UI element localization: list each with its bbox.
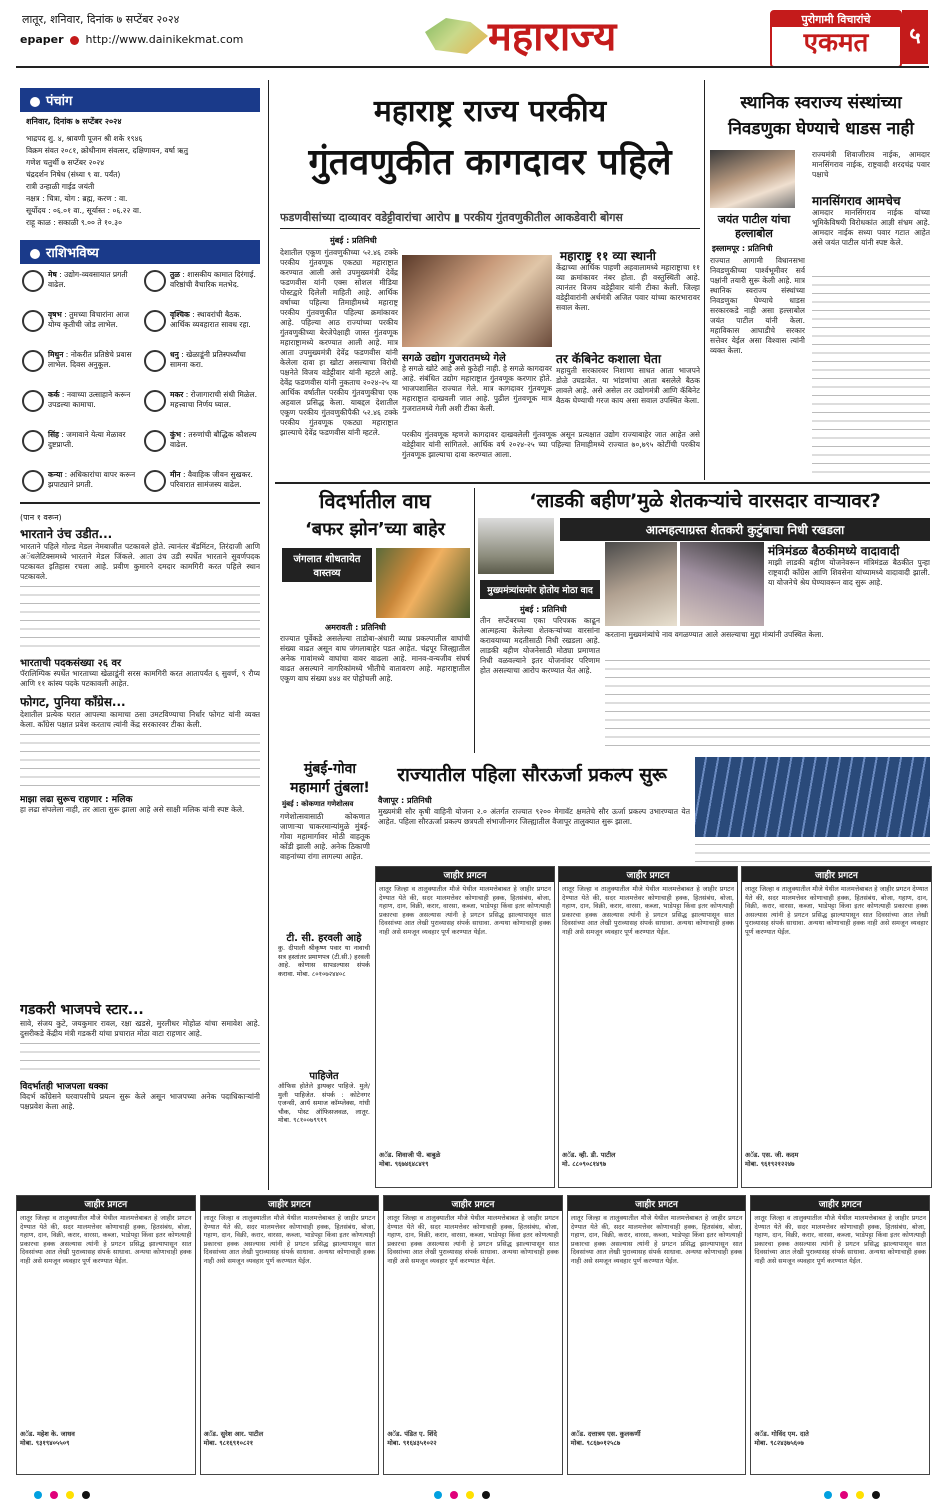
rashi-text: खेळाडूंनी प्रतिस्पर्ध्यांचा सामना करा.	[170, 350, 246, 369]
legal-notice	[567, 1195, 747, 1475]
photo-caption-line1: जयंत पाटील यांचा	[717, 213, 791, 226]
lead-body: देशातील एकूण गुंतवणुकीच्या ५२.४६ टक्के परकीय गुंतवणूक एकट्या महाराष्ट्रात करण्यात आली असे उपमुख्यमंत्री देवेंद्र फडणवीस यांनी एक्स सोशल मीडिया पोस्टद्वारे दिलेली माहिती आहे. आर्थिक वर्षाच्या पहिल्या तिमाहीमध्ये महाराष्ट्र परकीय गुंतवणुकीत पहिल्या क्रमांकावर आहे. पहिल्या आठ राज्यांच्या परकीय गुंतवणुकीच्या बेरजेपेक्षाही जास्त गुंतवणूक महाराष्ट्रामध्ये करण्यात आली आहे. मात्र आता उपमुख्यमंत्री देवेंद्र फडणवीस यांनी केलेला दावा हा खोटा असल्याचा विरोधी पक्षनेते विजय वडेट्टीवार यांनी म्हटले आहे. देवेंद्र फडणवीस यांनी नुकताच २०२४-२५ या आर्थिक वर्षातील परकीय गुंतवणुकीचा एक अहवाल प्रसिद्ध केला. याबद्दल देशातील एकूण परकीय गुंतवणुकीपैकी ५२.४६ टक्के परकीय गुंतवणूक एकट्या महाराष्ट्रात झाल्याचे देवेंद्र फडणवीस यांनी म्हटले.	[280, 248, 398, 437]
rashi-item: तुळ : शासकीय कामात दिरंगाई. वरिष्ठांची वैचारिक मतभेद.	[144, 270, 258, 308]
registration-marks-right	[820, 1484, 884, 1503]
tiger-subhead: जंगलात शोधतायेत वास्तव्य	[282, 548, 372, 582]
tiger-body: राज्यात पूर्वेकडे असलेल्या ताडोबा-अंधारी व्याघ्र प्रकल्पातील वाघांची संख्या वाढत असून वाघ जंगलाबाहेर पडत आहेत. चंद्रपूर जिल्ह्यातील अनेक गावांमध्ये वाघांचा वावर वाढला आहे. मानव-वन्यजीव संघर्ष वाढत असल्याने नागरिकांमध्ये भीतीचे वातावरण आहे. महाराष्ट्रातील एकूण वाघ संख्या ४४४ वर पोहोचली आहे.	[280, 634, 470, 683]
rashi-item: कर्क : नवाच्या उत्साहाने करून उपडल्या कामाचा.	[22, 390, 136, 428]
notice-title: जाहीर प्रगटन	[559, 867, 737, 882]
lead-headline-line1: महाराष्ट्र राज्य परकीय	[373, 94, 607, 129]
black-mark	[82, 1491, 90, 1499]
notice-signer: अॅड. सुरेश आर. पाटील मोबा. ९८१६९१०८२१	[203, 1430, 264, 1447]
notice-signer: अॅड. शिवाजी पी. बाबुळे मोबा. ९६७४६४८४१९	[379, 1151, 441, 1168]
brand-name: एकमत	[803, 28, 869, 58]
solar-byline: वैजापूर : प्रतिनिधी	[378, 796, 432, 805]
notice-title: जाहीर प्रगटन	[201, 1196, 379, 1211]
notice-body: लातूर जिल्हा व तालुक्यातील मौजे येथील मालमत्तेबाबत हे जाहीर प्रगटन देण्यात येते की, सदर मालमत्तेवर कोणाचाही हक्क, हितसंबंध, बोजा, गहाण, दान, विक्री, करार, वारसा, कब्जा, भाडेपट्टा किंवा इतर कोणत्याही प्रकारचा हक्क असल्यास त्यांनी हे प्रगटन प्रसिद्ध झाल्यापासून सात दिवसांच्या आत लेखी पुराव्यासह संपर्क साधावा. अन्यथा कोणाचाही हक्क नाही असे समजून व्यवहार पूर्ण करण्यात येईल.	[562, 885, 734, 936]
zodiac-icon	[144, 310, 166, 332]
right-side-text2: आमदार मानसिंगराव नाईक यांच्या भूमिकेविषयी विरोधकांत आज्ञी संभ्रम आहे. आमदार नाईक सध्या पवार गटात आहेत असे जयंत पाटील यांनी स्पष्ट केले.	[812, 208, 930, 247]
story-text: पॅरालिम्पिक स्पर्धेत भारताच्या खेळाडूंनी सरस कामगिरी करत आतापर्यंत ६ सुवर्ण, ९ रौप्य आणि ११ कांस्य पदके पटकावली आहेत.	[20, 669, 260, 688]
rashi-item: मिथुन : नोकरीत प्रतिष्ठेचे प्रवास लाभेल. दिवस अनुकूल.	[22, 350, 136, 388]
story-text: भारताने पहिले गोल्ड मेडल नेमबाजीत पटकावले होते. त्यानंतर बॅडमिंटन, तिरंदाजी आणि अॅथलेटिक्समध्ये भारताने मेडल जिंकले. आता उंच उडी स्पर्धेत भारताने सुवर्णपदक पटकावत इतिहास रचला आहे. प्रवीण कुमारने दमदार कामगिरी करत पहिले स्थान पटकावले.	[20, 542, 260, 581]
notice-title: जाहीर प्रगटन	[742, 867, 931, 882]
zodiac-icon	[144, 430, 166, 452]
story-text: देशातील प्रत्येक घरात आपल्या कामाचा ठसा उमटविण्याचा निर्धार फोगट यांनी व्यक्त केला. काँग्रेस पक्षात प्रवेश करताच त्यांनी केंद्र सरकारवर टीका केली.	[20, 710, 260, 729]
right-headline-line2: निवडणुका घेण्याचे धाडस नाही	[728, 119, 914, 139]
ladki-photo-caption: करताना मुख्यमंत्र्यांचे नाव वगळण्यात आले असल्याचा मुद्दा मंत्र्यांनी उपस्थित केला.	[605, 630, 824, 639]
rashi-name: मिथुन	[48, 350, 64, 359]
tiger-headline-line1: विदर्भातील वाघ	[319, 489, 431, 513]
small-ad-title: पाहिजेत	[309, 1071, 339, 1082]
header-rule	[16, 66, 929, 68]
ladki-headline: ‘लाडकी बहीण’मुळे शेतकऱ्यांचे वारसदार वाऱ्यावर?	[529, 490, 881, 512]
mumbai-goa-headline-line1: मुंबई-गोवा	[304, 761, 356, 777]
rashi-name: कुंभ	[170, 430, 182, 439]
bullet-icon	[30, 249, 40, 259]
rank-heading: महाराष्ट्र ११ व्या स्थानी	[560, 249, 656, 263]
legal-notice	[558, 866, 738, 1188]
panchang-box	[20, 88, 260, 231]
notice-body: लातूर जिल्हा व तालुक्यातील मौजे येथील मालमत्तेबाबत हे जाहीर प्रगटन देण्यात येते की, सदर मालमत्तेवर कोणाचाही हक्क, हितसंबंध, बोजा, गहाण, दान, विक्री, करार, वारसा, कब्जा, भाडेपट्टा किंवा इतर कोणत्याही प्रकारचा हक्क असल्यास त्यांनी हे प्रगटन प्रसिद्ध झाल्यापासून सात दिवसांच्या आत लेखी पुराव्यासह संपर्क साधावा. अन्यथा कोणाचाही हक्क नाही असे समजून व्यवहार पूर्ण करण्यात येईल.	[20, 1214, 192, 1265]
rashi-name: वृषभ	[48, 310, 62, 319]
rashi-item: मीन : वैवाहिक जीवन सुखकर. परिवारात सामंजस्य वाढेल.	[144, 470, 258, 508]
bullet-icon	[30, 97, 40, 107]
leaders-photo	[402, 255, 552, 347]
legal-notice	[383, 1195, 563, 1475]
right-body: राज्यात आगामी विधानसभा निवडणुकीच्या पार्श्वभूमीवर सर्व पक्षांनी तयारी सुरू केली आहे. मात्र स्थानिक स्वराज्य संस्थांच्या निवडणुका घेण्याचे धाडस सरकारकडे नाही असा हल्लाबोल जयंत पाटील यांनी केला. महाविकास आघाडीचे सरकार सत्तेवर येईल असा विश्वास त्यांनी व्यक्त केला.	[710, 256, 805, 355]
zodiac-icon	[144, 270, 166, 292]
story-heading: गडकरी भाजपचे स्टार...	[20, 1002, 144, 1018]
story-text: विदर्भ काँग्रेसने घरवापसीचे प्रयत्न सुरू केले असून भाजपच्या अनेक पदाधिकाऱ्यांनी पक्षप्रवेश केला आहे.	[20, 1092, 260, 1111]
rashi-name: कर्क	[48, 390, 60, 399]
zodiac-icon	[22, 270, 44, 292]
story-heading: फोगट, पुनिया काँग्रेस...	[20, 695, 126, 709]
rank-text: केंद्राच्या आर्थिक पाहणी अहवालामध्ये महाराष्ट्राचा ११ व्या क्रमांकावर नंबर होता. ही वस्तुस्थिती आहे. त्यानंतर विजय वडेट्टीवार यांनी टीका केली. जिल्हा वडेट्टीवारांनी अर्थमंत्री अजित पवार यांच्या कारभारावर सवाल केला.	[556, 263, 700, 312]
story-subheading: माझा लढा सुरूच राहणार : मलिक	[20, 795, 133, 805]
link-icon	[70, 36, 79, 45]
mumbai-goa-headline-line2: महामार्ग तुंबला!	[290, 780, 370, 796]
rashi-name: मकर	[170, 390, 184, 399]
notice-title: जाहीर प्रगटन	[17, 1196, 195, 1211]
story-heading: भारताने उंच उडीत...	[20, 527, 113, 541]
notice-title: जाहीर प्रगटन	[376, 867, 554, 882]
rashi-title: राशिभविष्य	[20, 240, 260, 264]
notice-body: लातूर जिल्हा व तालुक्यातील मौजे येथील मालमत्तेबाबत हे जाहीर प्रगटन देण्यात येते की, सदर मालमत्तेवर कोणाचाही हक्क, हितसंबंध, बोजा, गहाण, दान, विक्री, करार, वारसा, कब्जा, भाडेपट्टा किंवा इतर कोणत्याही प्रकारचा हक्क असल्यास त्यांनी हे प्रगटन प्रसिद्ध झाल्यापासून सात दिवसांच्या आत लेखी पुराव्यासह संपर्क साधावा. अन्यथा कोणाचाही हक्क नाही असे समजून व्यवहार पूर्ण करण्यात येईल.	[745, 885, 928, 936]
continued-stories	[20, 512, 260, 887]
notice-body: लातूर जिल्हा व तालुक्यातील मौजे येथील मालमत्तेबाबत हे जाहीर प्रगटन देण्यात येते की, सदर मालमत्तेवर कोणाचाही हक्क, हितसंबंध, बोजा, गहाण, दान, विक्री, करार, वारसा, कब्जा, भाडेपट्टा किंवा इतर कोणत्याही प्रकारचा हक्क असल्यास त्यांनी हे प्रगटन प्रसिद्ध झाल्यापासून सात दिवसांच्या आत लेखी पुराव्यासह संपर्क साधावा. अन्यथा कोणाचाही हक्क नाही असे समजून व्यवहार पूर्ण करण्यात येईल.	[387, 1214, 559, 1265]
photo-caption-line2: हल्लाबोल	[735, 227, 773, 240]
small-ad	[278, 930, 370, 1060]
page-number: ५	[902, 10, 928, 64]
legal-notice	[375, 866, 555, 1188]
rashi-item: मेष : उद्योग-व्यवसायात प्रगती वाढेल.	[22, 270, 136, 308]
mumbai-goa-body: गणेशोत्सवासाठी कोकणात जाणाऱ्या चाकरमान्यांमुळे मुंबई-गोवा महामार्गावर मोठी वाहतूक कोंडी झाली आहे. अनेक ठिकाणी वाहनांच्या रांगा लागल्या आहेत.	[280, 812, 370, 861]
notice-signer: अॅड. गोविंद एम. दाते मोबा. ९८२४३७५६०७	[754, 1430, 809, 1447]
tiger-headline-line2: ‘बफर झोन’च्या बाहेर	[304, 519, 446, 540]
photo-headline: सगळे उद्योग गुजरातमध्ये गेले	[402, 353, 506, 364]
small-ad-text: ऑफिस होतेले ड्रायव्हर पाहिजे. मुले/मुली पाहिजेत. संपर्क : कोटेनगर एजन्सी, आर्य समाज कॉम्प्लेक्स, गांधी चौक, पोस्ट ऑफिसजवळ, लातूर. मोबा. ९८१००७९९१९	[278, 1082, 370, 1124]
zodiac-icon	[22, 430, 44, 452]
rashi-text: अधिकारांचा वापर करून झपाट्याने प्रगती.	[48, 470, 136, 489]
panchang-line: चंद्रदर्शन निषेध (संध्या ९ वा. पर्यंत)	[26, 170, 121, 179]
panchang-title: पंचांग	[20, 88, 260, 112]
rashi-text: तुमच्या विचारांना आज योग्य कृतीची जोड लाभेल.	[48, 310, 130, 329]
rashi-text: नोकरीत प्रतिष्ठेचे प्रवास लाभेल. दिवस अनुकूल.	[48, 350, 132, 369]
cabinet-dispute-heading: मंत्रिमंडळ बैठकीमध्ये वादावादी	[768, 544, 900, 558]
cabinet-text: महायुती सरकारवर निशाणा साधत आता भाजपने डोळे उघडावेत. या भांडणांचा आता बसलेले बैठक लावले आहे. असे असेल तर उद्योगमंत्री आणि कॅबिनेट बैठक घेण्याची गरज काय असा सवाल उपस्थित केला.	[556, 366, 700, 405]
panchang-line: नक्षत्र : चित्रा, योग : ब्रह्म, करण : वा.	[26, 194, 128, 203]
notice-body: लातूर जिल्हा व तालुक्यातील मौजे येथील मालमत्तेबाबत हे जाहीर प्रगटन देण्यात येते की, सदर मालमत्तेवर कोणाचाही हक्क, हितसंबंध, बोजा, गहाण, दान, विक्री, करार, वारसा, कब्जा, भाडेपट्टा किंवा इतर कोणत्याही प्रकारचा हक्क असल्यास त्यांनी हे प्रगटन प्रसिद्ध झाल्यापासून सात दिवसांच्या आत लेखी पुराव्यासह संपर्क साधावा. अन्यथा कोणाचाही हक्क नाही असे समजून व्यवहार पूर्ण करण्यात येईल.	[754, 1214, 926, 1265]
rashi-name: कन्या	[48, 470, 63, 479]
brand-tagline: पुरोगामी विचारांचे	[772, 12, 900, 27]
gadkari-story	[20, 1000, 260, 1190]
lead-foot-text: परकीय गुंतवणूक म्हणजे कागदावर दाखवलेली गुंतवणूक असून प्रत्यक्षात उद्योग राज्याबाहेर जात आहेत असे वडेट्टीवार यांनी सांगितले. आर्थिक वर्ष २०२४-२५ च्या पहिल्या तिमाहीमध्ये राज्यात ७०,७९५ कोटींची परकीय गुंतवणूक झाल्याचा दावा करण्यात आला.	[402, 430, 700, 459]
story-text: हा लढा संपलेला नाही, तर आता सुरू झाला आहे असे साक्षी मलिक यांनी स्पष्ट केले.	[20, 805, 245, 814]
rashi-text: उद्योग-व्यवसायात प्रगती वाढेल.	[48, 270, 128, 289]
lead-byline: मुंबई : प्रतिनिधी	[330, 236, 377, 245]
panchang-line: भाद्रपद शु. ४, श्रावणी पूजन श्री शके १९४६	[26, 134, 143, 143]
notice-signer: अॅड. महेश के. जाधव मोबा. ९३१९४०५५०९	[20, 1430, 75, 1447]
notice-signer: अॅड. पंडित ए. शिंदे मोबा. ९१६४३५१०२२	[387, 1430, 437, 1447]
rashi-name: वृश्चिक	[170, 310, 190, 319]
rashi-name: धनु	[170, 350, 179, 359]
bottom-notices	[16, 1195, 930, 1475]
right-byline: इस्लामपूर : प्रतिनिधी	[712, 244, 773, 253]
small-ad-title: टी. सी. हरवली आहे	[286, 933, 362, 944]
small-ad-text: कु. दीपाली श्रीकृष्ण पवार या नावाची सत्र हस्तांतर प्रमाणपत्र (टी.सी.) हरवली आहे. कोणास सापडल्यास संपर्क करावा. मोबा. ८०१०७२४४०८	[278, 944, 370, 978]
zodiac-icon	[22, 350, 44, 372]
panchang-line: विक्रम संवत २०८१, क्रोधीनाम संवत्सर, दक्षिणायन, वर्षा ऋतु	[26, 146, 188, 155]
rashi-text: शासकीय कामात दिरंगाई. वरिष्ठांची वैचारिक मतभेद.	[170, 270, 256, 289]
ladki-band: आत्महत्याग्रस्त शेतकरी कुटुंबाचा निधी रखडला	[560, 518, 930, 541]
ladki-byline: मुंबई : प्रतिनिधी	[520, 605, 567, 614]
panchang-date: शनिवार, दिनांक ७ सप्टेंबर २०२४	[26, 117, 122, 126]
panchang-line: राहू काळ : सकाळी ९.०० ते १०.३०	[26, 218, 122, 227]
solar-panels-photo	[695, 757, 930, 837]
zodiac-icon	[22, 470, 44, 492]
zodiac-icon	[144, 350, 166, 372]
legal-notice	[750, 1195, 930, 1475]
cabinet-heading: तर कॅबिनेट कशाला घेता	[556, 352, 661, 366]
photo-caption-text: हे सगळे खोटे आहे असे कुठेही नाही. हे सगळे कागदावर आहे. संबंधित उद्योग महाराष्ट्रात गुंतवणूक करणार होते. भाजपशासित राज्यात गेले. मात्र कागदावर गुंतवणूक महाराष्ट्रात दाखवली जात आहे. पुढील गुंतवणूक मात्र गुजरातमध्ये गेली अशी टीका केली.	[402, 364, 552, 413]
epaper-label: epaper	[20, 33, 64, 46]
rashi-item: मकर : रोजागाराची संधी मिळेल. महत्त्वाचा निर्णय घ्याल.	[144, 390, 258, 428]
notice-body: लातूर जिल्हा व तालुक्यातील मौजे येथील मालमत्तेबाबत हे जाहीर प्रगटन देण्यात येते की, सदर मालमत्तेवर कोणाचाही हक्क, हितसंबंध, बोजा, गहाण, दान, विक्री, करार, वारसा, कब्जा, भाडेपट्टा किंवा इतर कोणत्याही प्रकारचा हक्क असल्यास त्यांनी हे प्रगटन प्रसिद्ध झाल्यापासून सात दिवसांच्या आत लेखी पुराव्यासह संपर्क साधावा. अन्यथा कोणाचाही हक्क नाही असे समजून व्यवहार पूर्ण करण्यात येईल.	[379, 885, 551, 936]
rashi-item: कन्या : अधिकारांचा वापर करून झपाट्याने प्रगती.	[22, 470, 136, 508]
yellow-mark	[66, 1491, 74, 1499]
cyan-mark	[34, 1491, 42, 1499]
continued-label: (पान १ वरून)	[20, 513, 62, 522]
dateline: लातूर, शनिवार, दिनांक ७ सप्टेंबर २०२४	[22, 13, 180, 26]
rashi-item: धनु : खेळाडूंनी प्रतिस्पर्ध्यांचा सामना करा.	[144, 350, 258, 388]
legal-notice	[200, 1195, 380, 1475]
brand-logo	[770, 10, 902, 68]
story-subheading: विदर्भातही भाजपला धक्का	[20, 1082, 108, 1092]
rashi-item: कुंभ : तरुणांची बौद्धिक कौशल्य वाढेल.	[144, 430, 258, 468]
panchang-line: गणेश चतुर्थी ७ सप्टेंबर २०२४	[26, 158, 105, 167]
rashi-box	[20, 240, 260, 514]
rashi-text: रोजागाराची संधी मिळेल. महत्त्वाचा निर्णय घ्याल.	[170, 390, 257, 409]
solar-body: मुख्यमंत्री सौर कृषी वाहिनी योजना २.० अंतर्गत राज्यात ९२०० मेगावॅट क्षमतेचे सौर ऊर्जा प्रकल्प उभारण्यात येत आहेत. पहिला सौरऊर्जा प्रकल्प छत्रपती संभाजीनगर जिल्ह्यातील वैजापूर तालुक्यात सुरू झाला.	[378, 807, 690, 826]
cabinet-dispute-text: माझी लाडकी बहीण योजनेवरून मंत्रिमंडळ बैठकीत पुन्हा राष्ट्रवादी काँग्रेस आणि शिवसेना यांच्यामध्ये वादावादी झाली. या योजनेचे श्रेय घेण्यावरून वाद सुरू आहे.	[768, 558, 930, 587]
legal-notice	[16, 1195, 196, 1475]
zodiac-icon	[22, 310, 44, 332]
women-photo	[680, 542, 764, 626]
zodiac-icon	[144, 470, 166, 492]
story-subheading: भारताची पदकसंख्या २६ वर	[20, 658, 122, 669]
rashi-text: तरुणांची बौद्धिक कौशल्य वाढेल.	[170, 430, 257, 449]
ladki-body: तीन सप्टेंबरच्या एका परिपत्रक काढून आत्महत्या केलेल्या शेतकऱ्यांच्या वारसांना करावयाच्या मदतीसाठी निधी रखडला आहे. लाडकी बहीण योजनेसाठी मोठ्या प्रमाणात निधी वळवल्याने इतर योजनांवर परिणाम होत असल्याचा आरोप करण्यात येत आहे.	[480, 616, 600, 675]
rashi-text: नवाच्या उत्साहाने करून उपडल्या कामाचा.	[48, 390, 131, 409]
notice-signer: अॅड. व्ही. डी. पाटील मो. ८८०९०८१४९७	[562, 1151, 616, 1168]
story-text: सावे, संजय कुटे, जयकुमार रावल, रक्षा खडसे, मुरलीधर मोहोळ यांचा समावेश आहे. दुसरीकडे केंद्रीय मंत्री गडकरी यांचा प्रचारात मोठा वाटा राहणार आहे.	[20, 1019, 260, 1038]
notice-body: लातूर जिल्हा व तालुक्यातील मौजे येथील मालमत्तेबाबत हे जाहीर प्रगटन देण्यात येते की, सदर मालमत्तेवर कोणाचाही हक्क, हितसंबंध, बोजा, गहाण, दान, विक्री, करार, वारसा, कब्जा, भाडेपट्टा किंवा इतर कोणत्याही प्रकारचा हक्क असल्यास त्यांनी हे प्रगटन प्रसिद्ध झाल्यापासून सात दिवसांच्या आत लेखी पुराव्यासह संपर्क साधावा. अन्यथा कोणाचाही हक्क नाही असे समजून व्यवहार पूर्ण करण्यात येईल.	[203, 1214, 376, 1265]
notice-title: जाहीर प्रगटन	[384, 1196, 562, 1211]
notice-title: जाहीर प्रगटन	[568, 1196, 746, 1211]
tiger-byline: अमरावती : प्रतिनिधी	[325, 623, 386, 632]
rashi-item: वृषभ : तुमच्या विचारांना आज योग्य कृतीची जोड लाभेल.	[22, 310, 136, 348]
protest-photo	[605, 542, 677, 626]
rashi-grid	[20, 264, 260, 514]
notice-signer: अॅड. एस. जी. कदम मोबा. ९६१९२१२२४७	[745, 1151, 799, 1168]
lead-headline-line2: गुंतवणुकीत कागदावर पहिले	[308, 142, 672, 183]
rashi-text: स्थावरांची बैठक. आर्थिक व्यवहारात सावध रहा.	[170, 310, 251, 329]
section-title: महाराज्य	[488, 14, 617, 60]
notice-signer: अॅड. दत्तात्रय एस. कुलकर्णी मोबा. ९८६७०१२५८७	[570, 1430, 641, 1447]
right-headline-line1: स्थानिक स्वराज्य संस्थांच्या	[740, 93, 902, 113]
panchang-lines	[20, 131, 260, 231]
noose-photo	[478, 518, 554, 574]
rashi-name: तुळ	[170, 270, 180, 279]
rashi-item: वृश्चिक : स्थावरांची बैठक. आर्थिक व्यवहारात सावध रहा.	[144, 310, 258, 348]
panchang-line: रात्री उन्हाळी गाई‍ड जयंती	[26, 182, 95, 191]
epaper-link[interactable]	[20, 33, 243, 46]
rashi-item: सिंह : जमावाने येत्या मेळावर दुष्टप्राप्ती.	[22, 430, 136, 468]
rashi-name: मीन	[170, 470, 181, 479]
jayant-patil-photo	[710, 150, 795, 208]
notice-body: लातूर जिल्हा व तालुक्यातील मौजे येथील मालमत्तेबाबत हे जाहीर प्रगटन देण्यात येते की, सदर मालमत्तेवर कोणाचाही हक्क, हितसंबंध, बोजा, गहाण, दान, विक्री, करार, वारसा, कब्जा, भाडेपट्टा किंवा इतर कोणत्याही प्रकारचा हक्क असल्यास त्यांनी हे प्रगटन प्रसिद्ध झाल्यापासून सात दिवसांच्या आत लेखी पुराव्यासह संपर्क साधावा. अन्यथा कोणाचाही हक्क नाही असे समजून व्यवहार पूर्ण करण्यात येईल.	[570, 1214, 743, 1265]
rashi-name: मेष	[48, 270, 57, 279]
zodiac-icon	[144, 390, 166, 412]
rashi-text: वैवाहिक जीवन सुखकर. परिवारात सामंजस्य वाढेल.	[170, 470, 253, 489]
rashi-name: सिंह	[48, 430, 59, 439]
lead-strap: फडणवीसांच्या दाव्यावर वडेट्टीवारांचा आरोप ▮ परकीय गुंतवणुकीतील आकडेवारी बोगस	[280, 211, 623, 224]
registration-marks-center	[430, 1484, 494, 1503]
right-side-text: राज्यमंत्री शिवाजीराव नाईक, आमदार मानसिंगराव नाईक, राष्ट्रवादी शरदचंद्र पवार पक्षाचे	[812, 150, 930, 179]
tiger-photo	[376, 548, 470, 618]
notice-title: जाहीर प्रगटन	[751, 1196, 929, 1211]
maharashtra-map-icon	[418, 16, 488, 56]
magenta-mark	[50, 1491, 58, 1499]
ladki-subhead: मुख्यमंत्र्यांसमोर होतोय मोठा वाद	[480, 580, 600, 599]
registration-marks-left	[30, 1484, 94, 1503]
rashi-text: जमावाने येत्या मेळावर दुष्टप्राप्ती.	[48, 430, 126, 449]
solar-headline: राज्यातील पहिला सौरऊर्जा प्रकल्प सुरू	[397, 764, 667, 786]
small-ad	[278, 1068, 370, 1188]
zodiac-icon	[22, 390, 44, 412]
legal-notice	[741, 866, 932, 1188]
epaper-url[interactable]: http://www.dainikekmat.com	[85, 33, 244, 46]
panchang-line: सूर्योदय : ०६.०१ वा., सूर्यास्त : ०६.२२ वा.	[26, 206, 142, 215]
right-side-heading: मानसिंगराव आमचेच	[812, 194, 901, 208]
mumbai-goa-byline: मुंबई : कोकणात गणेशोत्सव	[282, 800, 354, 808]
